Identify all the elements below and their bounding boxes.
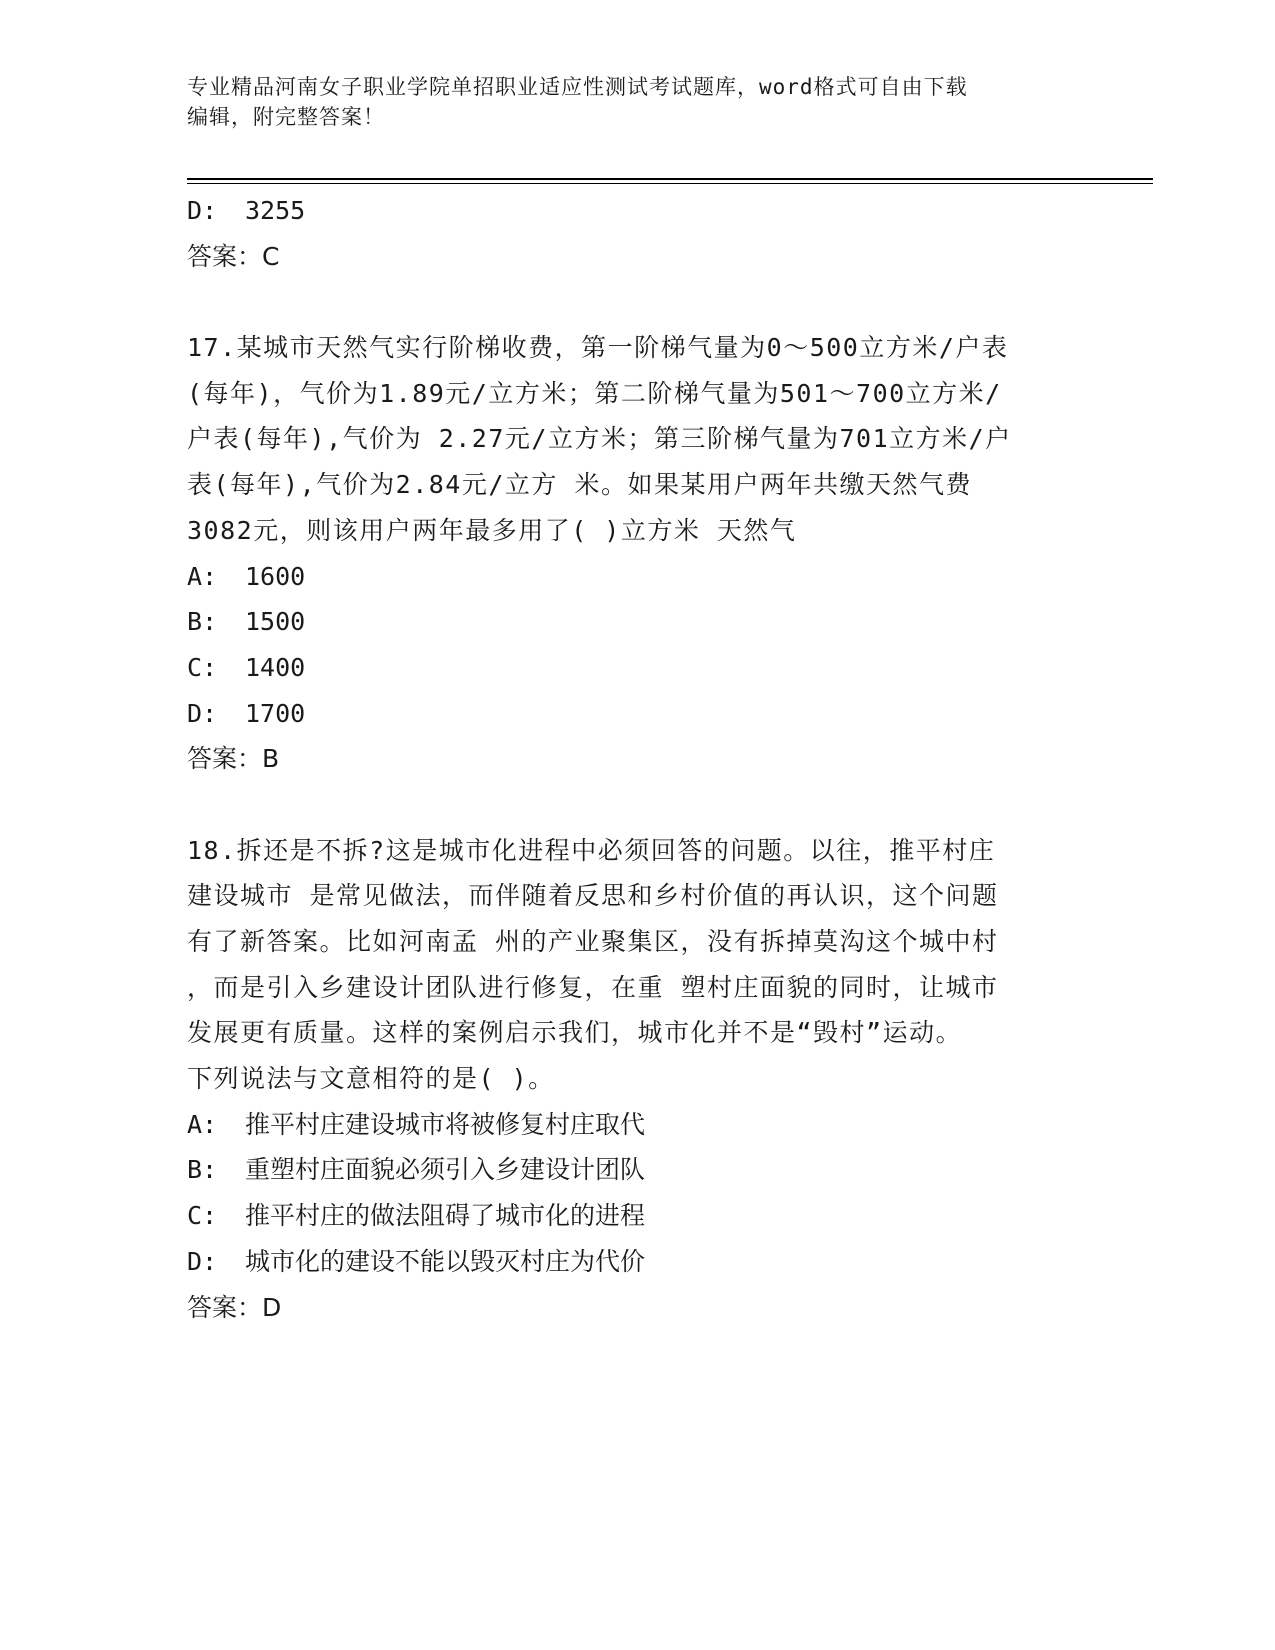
option-key: D: (187, 1246, 218, 1276)
option-key: B: (187, 1155, 218, 1185)
q18-option-d (187, 1239, 1067, 1285)
option-text: 3255 (245, 196, 306, 225)
q17-option-a (187, 554, 1067, 600)
option-key: C: (187, 1201, 218, 1231)
option-key: D: (187, 698, 218, 728)
option-key: A: (187, 1109, 218, 1139)
option-text: 推平村庄建设城市将被修复村庄取代 (245, 1109, 646, 1139)
prev-answer: 答案：C (187, 241, 280, 271)
q18-line-3: 有了新答案。比如河南孟 州的产业聚集区，没有拆掉莫沟这个城中村 (187, 927, 999, 956)
q18-answer: 答案：D (187, 1292, 282, 1322)
option-text: 推平村庄的做法阻碍了城市化的进程 (245, 1201, 646, 1231)
spacer (187, 782, 1067, 828)
q18-line-2: 建设城市 是常见做法，而伴随着反思和乡村价值的再认识，这个问题 (187, 881, 999, 911)
q18-line-1: 18.拆还是不拆?这是城市化进程中必须回答的问题。以往，推平村庄 (187, 835, 996, 865)
option-text: 1400 (245, 652, 306, 682)
question-18 (187, 828, 1067, 1331)
option-text: 1700 (245, 698, 306, 728)
q17-option-b (187, 599, 1067, 645)
header-line-1: 专业精品河南女子职业学院单招职业适应性测试考试题库，word格式可自由下载 (187, 75, 968, 99)
q17-option-c (187, 645, 1067, 691)
q17-option-d (187, 691, 1067, 737)
q17-line-3: 户表(每年),气价为 2.27元/立方米；第三阶梯气量为701立方米/户 (187, 424, 1012, 454)
q18-line-5: 发展更有质量。这样的案例启示我们，城市化并不是“毁村”运动。 (187, 1018, 963, 1048)
option-key: A: (187, 561, 218, 591)
option-text: 1600 (245, 561, 306, 591)
question-17 (187, 325, 1067, 782)
q18-option-a (187, 1102, 1067, 1148)
q17-answer: 答案：B (187, 744, 280, 774)
document-content (187, 188, 1067, 1330)
option-text: 1500 (245, 607, 306, 637)
q17-line-5: 3082元，则该用户两年最多用了( )立方米 天然气 (187, 515, 797, 545)
page-header (187, 72, 1067, 132)
option-key: D: (187, 196, 218, 225)
q18-line-6: 下列说法与文意相符的是( )。 (187, 1064, 555, 1094)
option-text: 重塑村庄面貌必须引入乡建设计团队 (245, 1155, 646, 1185)
prev-option-d (187, 188, 1067, 234)
header-line-2: 编辑，附完整答案！ (187, 105, 385, 129)
option-key: B: (187, 607, 218, 637)
spacer (187, 279, 1067, 325)
header-rule-thick (187, 178, 1153, 180)
q18-line-4: ，而是引入乡建设计团队进行修复，在重 塑村庄面貌的同时，让城市 (187, 972, 999, 1002)
option-key: C: (187, 652, 218, 682)
option-text: 城市化的建设不能以毁灭村庄为代价 (245, 1246, 646, 1276)
q17-line-1: 17.某城市天然气实行阶梯收费，第一阶梯气量为0～500立方米/户表 (187, 333, 1009, 363)
q18-option-b (187, 1147, 1067, 1193)
q17-line-4: 表(每年),气价为2.84元/立方 米。如果某用户两年共缴天然气费 (187, 470, 972, 500)
q17-line-2: (每年)，气价为1.89元/立方米；第二阶梯气量为501～700立方米/ (187, 378, 1002, 408)
header-rule-thin (187, 183, 1153, 184)
q18-option-c (187, 1193, 1067, 1239)
